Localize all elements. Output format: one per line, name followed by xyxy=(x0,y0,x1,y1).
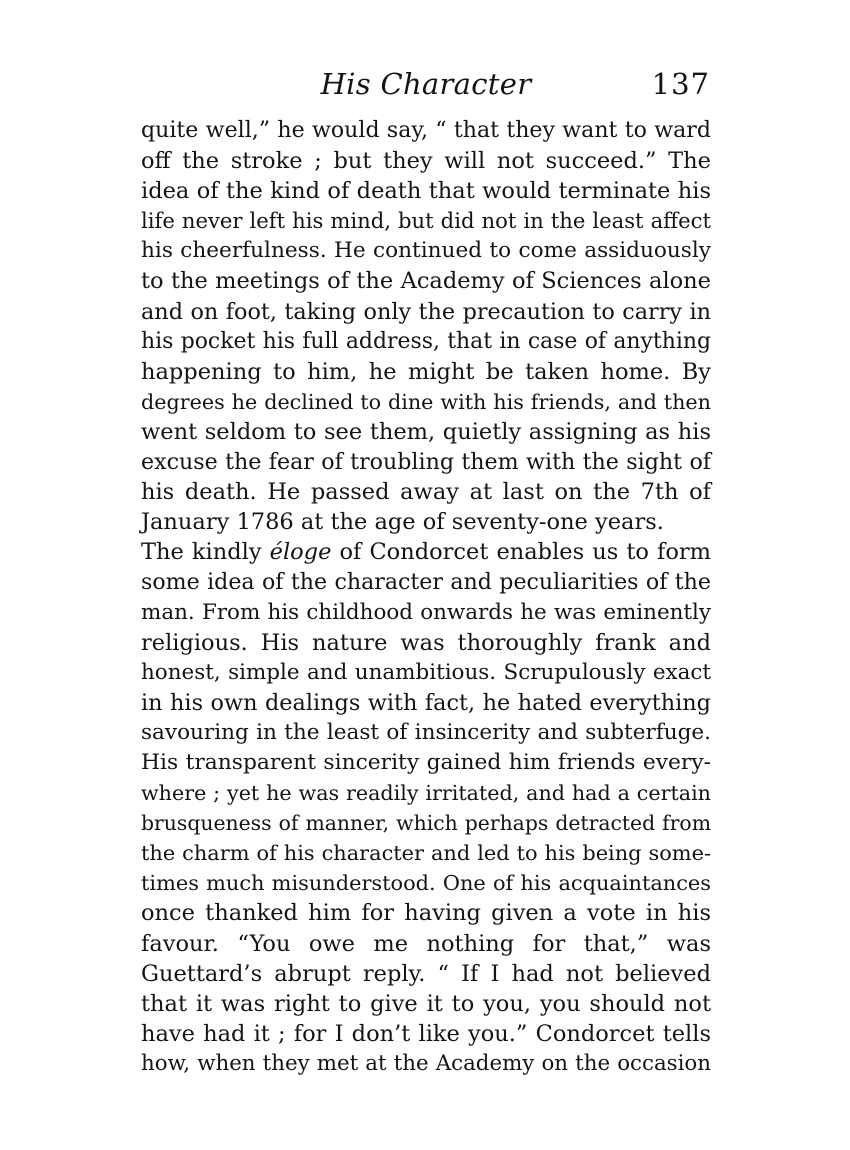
eloge-line-before: The kindly xyxy=(141,539,270,566)
text-line: and on foot, taking only the precaution to carry in xyxy=(141,298,711,325)
text-line: His transparent sincerity gained him friends every- xyxy=(141,749,711,775)
text-line: that it was right to give it to you, you should not xyxy=(141,990,711,1017)
eloge-line-after: of Condorcet enables us to form xyxy=(331,539,711,566)
text-line: brusqueness of manner, which perhaps detracted from xyxy=(141,811,711,836)
text-line: idea of the kind of death that would terminate his xyxy=(141,178,711,205)
text-line: excuse the fear of troubling them with the sight of xyxy=(141,449,711,476)
text-line: degrees he declined to dine with his friends, and then xyxy=(141,389,711,414)
text-line: man. From his childhood onwards he was eminently xyxy=(141,599,711,625)
text-line: some idea of the character and peculiarities of the xyxy=(141,569,711,596)
text-line: times much misunderstood. One of his acquaintances xyxy=(141,871,711,896)
text-line: honest, simple and unambitious. Scrupulously exact xyxy=(141,659,711,685)
text-line: life never left his mind, but did not in the least affect xyxy=(141,208,711,234)
eloge-italic-word: éloge xyxy=(269,539,332,566)
text-line: have had it ; for I don’t like you.” Condorcet tells xyxy=(141,1020,711,1047)
text-line: savouring in the least of insincerity and subterfuge. xyxy=(141,719,711,745)
text-line: Guettard’s abrupt reply. “ If I had not believed xyxy=(141,960,711,987)
text-line: religious. His nature was thoroughly frank and xyxy=(141,629,711,656)
text-line: once thanked him for having given a vote in his xyxy=(141,900,711,927)
page-header xyxy=(140,66,712,106)
paragraph-start-line xyxy=(141,537,711,567)
text-line: went seldom to see them, quietly assigning as his xyxy=(141,418,711,445)
text-line: quite well,” he would say, “ that they want to ward xyxy=(141,118,711,143)
text-line: happening to him, he might be taken home. By xyxy=(141,358,711,385)
text-line: in his own dealings with fact, he hated everything xyxy=(141,689,711,716)
text-line: his death. He passed away at last on the 7th of xyxy=(141,479,711,506)
paragraph-end-line: January 1786 at the age of seventy-one years. xyxy=(141,509,664,536)
text-line: favour. “You owe me nothing for that,” was xyxy=(141,930,711,957)
page-number: 137 xyxy=(651,67,710,101)
text-line: his pocket his full address, that in case of anything xyxy=(141,328,711,354)
running-title: His Character xyxy=(320,67,532,101)
body-text xyxy=(141,116,711,1079)
text-line: his cheerfulness. He continued to come assiduously xyxy=(141,238,711,264)
text-line: off the stroke ; but they will not succeed.” The xyxy=(141,148,711,175)
text-line: how, when they met at the Academy on the occasion xyxy=(141,1050,711,1076)
text-line: the charm of his character and led to his being some- xyxy=(141,841,711,866)
text-line: where ; yet he was readily irritated, and had a certain xyxy=(141,781,711,806)
text-line: to the meetings of the Academy of Sciences alone xyxy=(141,268,711,295)
